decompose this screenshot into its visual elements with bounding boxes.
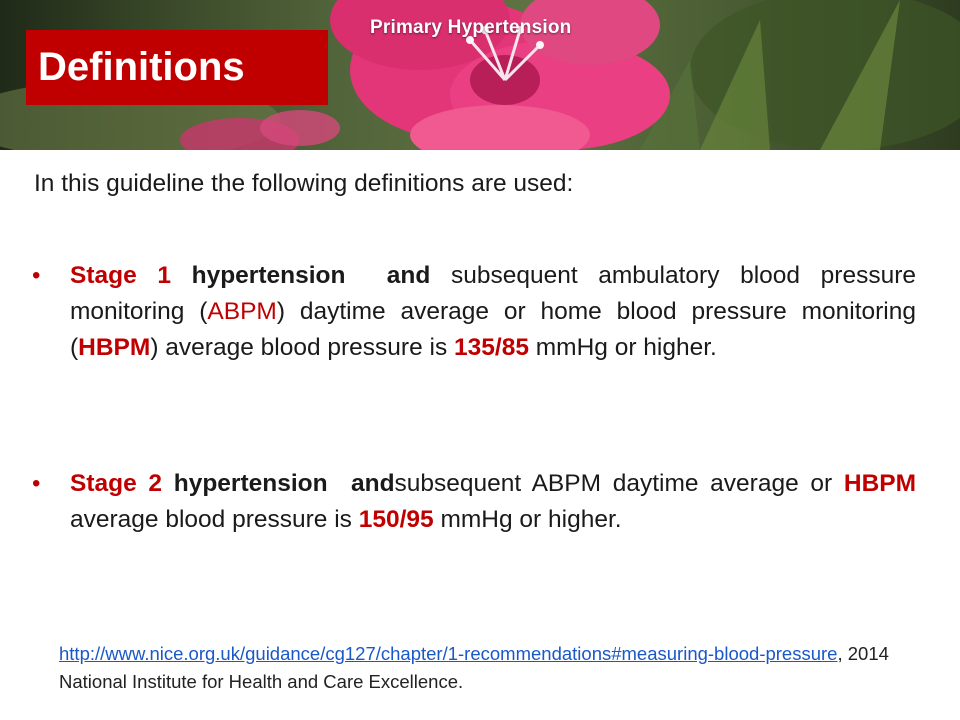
banner-title: Primary Hypertension xyxy=(370,17,572,38)
hypertension-term: hypertension xyxy=(173,470,328,497)
abpm-term: ABPM xyxy=(207,298,277,325)
bullet-dot: • xyxy=(32,262,41,289)
reference xyxy=(59,640,889,696)
heading-label: Definitions xyxy=(38,45,245,89)
bp-threshold: 150/95 xyxy=(358,506,434,533)
definitions-heading xyxy=(26,30,328,105)
bullet-text-part: ) daytime average or home blood pressure monitoring ( xyxy=(70,298,917,361)
stage-label: Stage 1 xyxy=(70,262,171,289)
bullet-text xyxy=(70,466,916,538)
bullet-text xyxy=(70,258,916,366)
bullet-dot: • xyxy=(32,470,41,497)
hbpm-term: HBPM xyxy=(843,470,917,497)
bullet-text-part: mmHg or higher. xyxy=(535,334,717,361)
and-term: and xyxy=(386,262,431,289)
stage-label: Stage 2 xyxy=(70,470,163,497)
intro-text: In this guideline the following definitions are used: xyxy=(34,170,574,197)
hbpm-term: HBPM xyxy=(78,334,151,361)
bp-threshold: 135/85 xyxy=(454,334,529,361)
bullet-text-part: average blood pressure is xyxy=(70,506,352,533)
and-term: and xyxy=(350,470,395,497)
bullet-stage-1 xyxy=(32,258,916,366)
bullet-text-part: mmHg or higher. xyxy=(440,506,622,533)
bullet-text-part: subsequent ambulatory blood pressure monitoring ( xyxy=(70,262,917,325)
bullet-stage-2 xyxy=(32,466,916,538)
bullet-text-part: ) average blood pressure is xyxy=(150,334,448,361)
reference-link[interactable]: http://www.nice.org.uk/guidance/cg127/chapter/1-recommendations#measuring-blood-pressure xyxy=(59,643,838,664)
bullet-text-part: subsequent ABPM daytime average or xyxy=(394,470,833,497)
hypertension-term: hypertension xyxy=(191,262,346,289)
reference-suffix: , 2014 National Institute for Health and Care Excellence. xyxy=(59,643,889,692)
